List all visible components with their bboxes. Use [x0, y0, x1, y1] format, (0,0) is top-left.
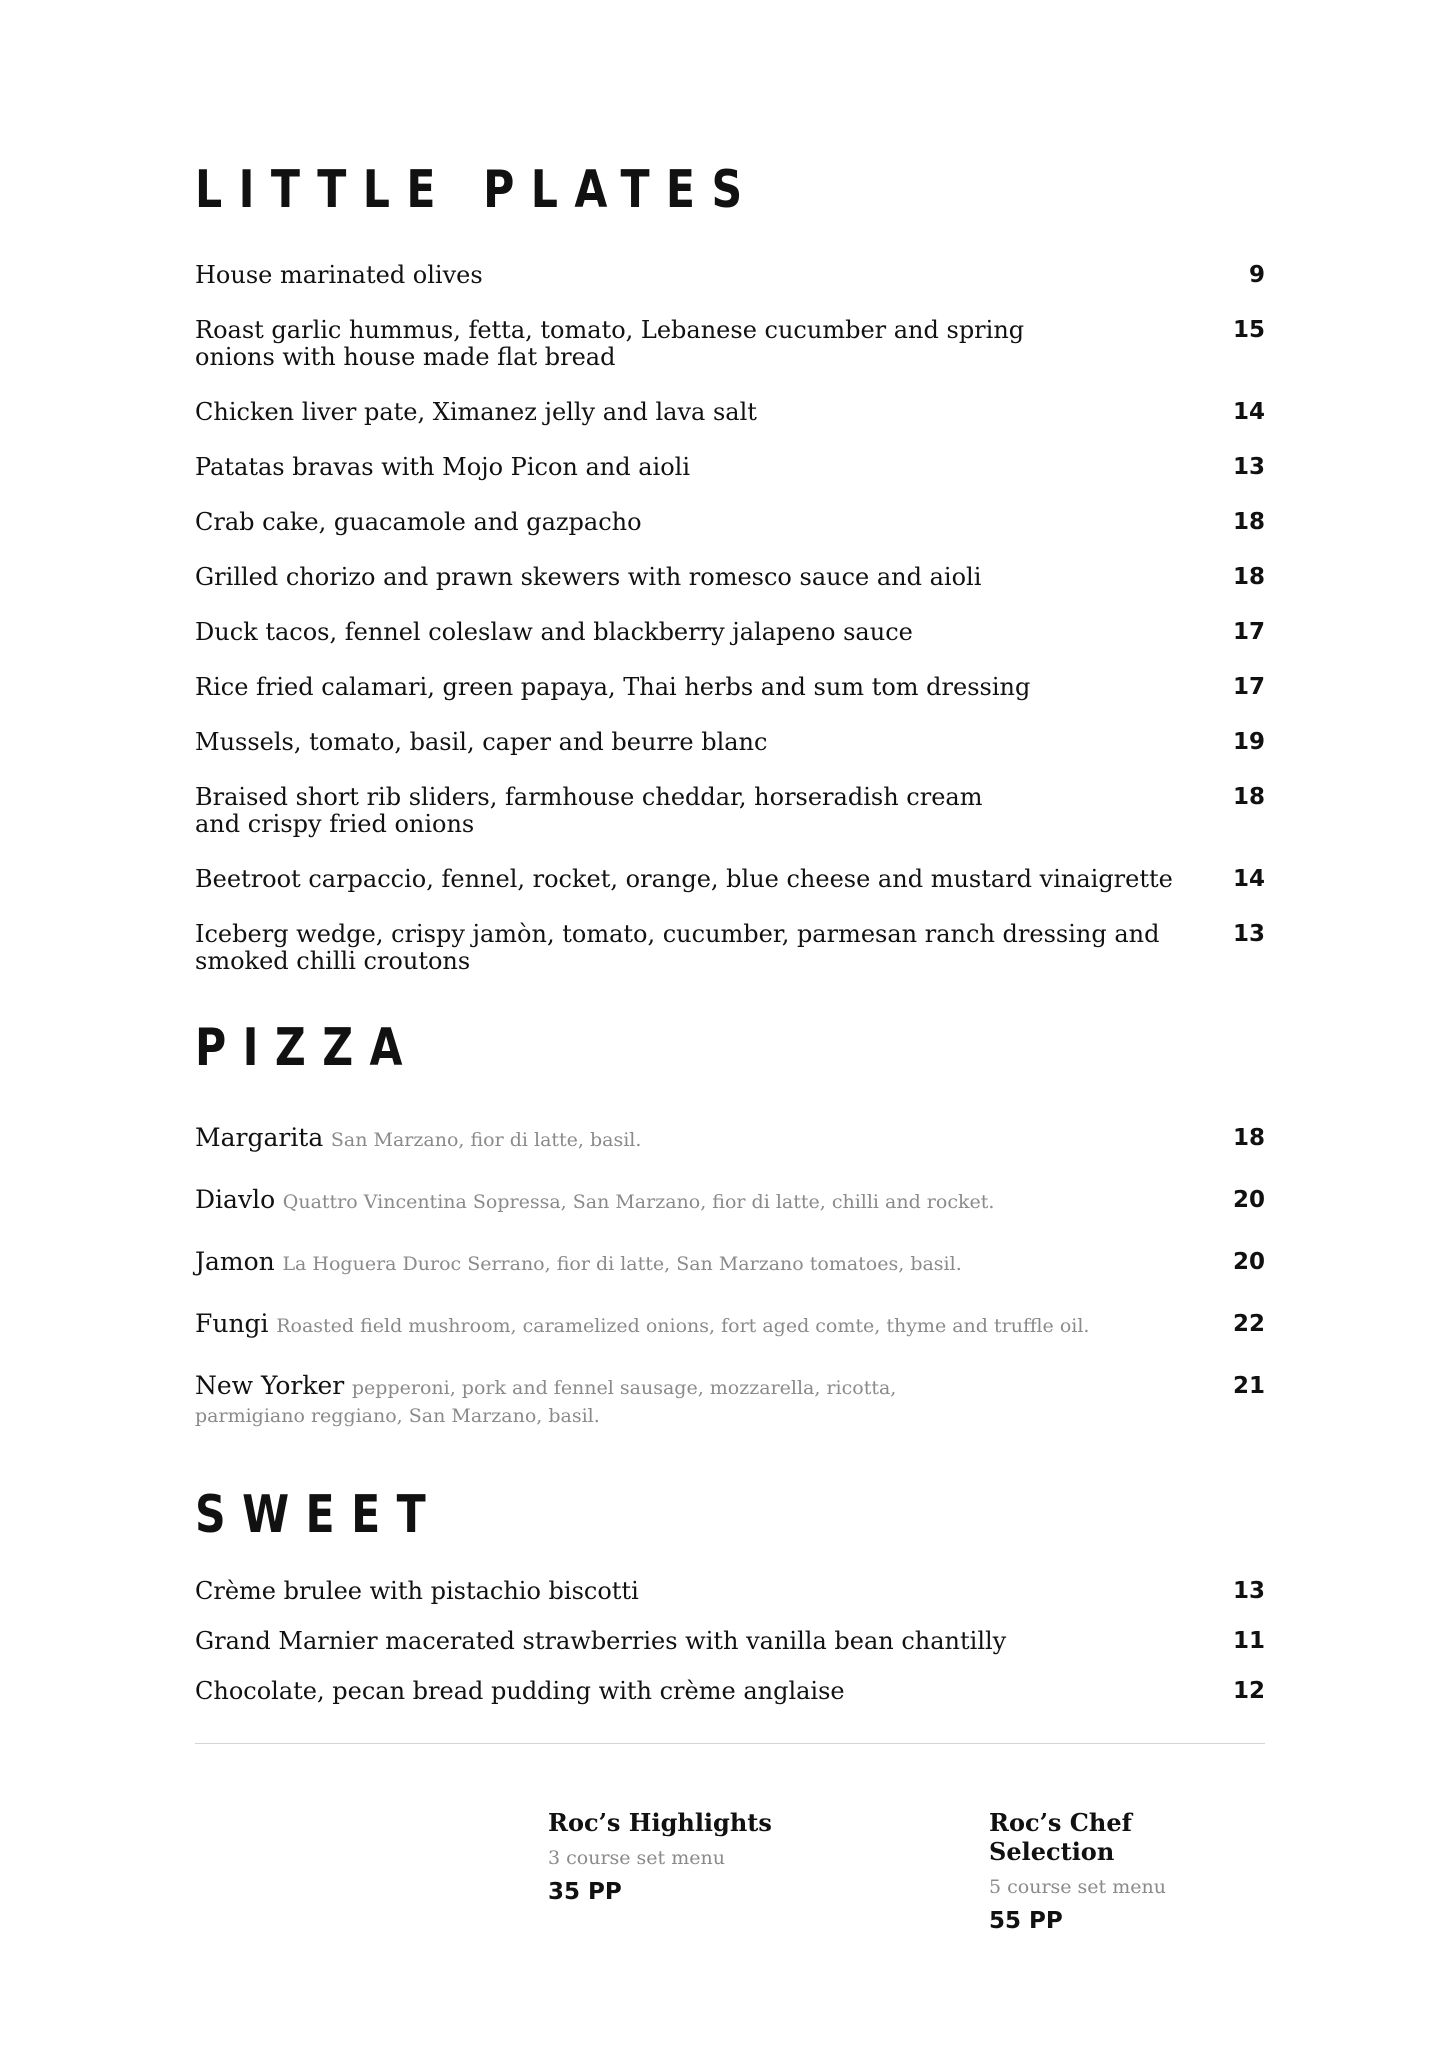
little-plates-list: [195, 262, 1265, 1003]
item-price: 17: [1232, 674, 1265, 700]
pizza-description: pepperoni, pork and fennel sausage, mozzarella, ricotta, parmigiano reggiano, San Marzano, basil.: [195, 1377, 897, 1427]
set-menu-description: 3 course set menu: [548, 1847, 725, 1869]
item-name: Grand Marnier macerated strawberries with vanilla bean chantilly: [195, 1627, 1007, 1655]
set-menu-price: 55 PP: [989, 1908, 1063, 1934]
item-price: 15: [1232, 317, 1265, 343]
item-price: 20: [1232, 1187, 1265, 1213]
pizza-description: La Hoguera Duroc Serrano, fior di latte, San Marzano tomatoes, basil.: [282, 1253, 962, 1275]
item-name: House marinated olives: [195, 261, 483, 289]
pizza-title: PIZZA: [195, 1018, 419, 1078]
list-item: [195, 454, 1265, 481]
list-item: [195, 1311, 1265, 1339]
item-price: 17: [1232, 619, 1265, 645]
list-item: [195, 564, 1265, 591]
item-text: [195, 1125, 641, 1153]
list-item: [195, 1187, 1265, 1215]
item-price: 20: [1232, 1249, 1265, 1275]
pizza-name: Margarita: [195, 1123, 324, 1152]
item-name: Patatas bravas with Mojo Picon and aioli: [195, 453, 691, 481]
item-name: Mussels, tomato, basil, caper and beurre blanc: [195, 728, 768, 756]
list-item: [195, 784, 1265, 838]
set-menu-price: 35 PP: [548, 1879, 622, 1905]
item-price: 11: [1232, 1628, 1265, 1654]
pizza-name: Jamon: [195, 1247, 275, 1276]
list-item: [195, 1578, 1265, 1605]
item-text: [195, 1311, 1089, 1339]
item-name: Chicken liver pate, Ximanez jelly and lava salt: [195, 398, 757, 426]
item-price: 18: [1232, 784, 1265, 810]
pizza-list: [195, 1125, 1265, 1463]
pizza-description: Roasted field mushroom, caramelized onions, fort aged comte, thyme and truffle oil.: [276, 1315, 1090, 1337]
set-menu-name: Roc’s Highlights: [548, 1808, 772, 1837]
list-item: [195, 674, 1265, 701]
list-item: [195, 317, 1265, 371]
item-name: Iceberg wedge, crispy jamòn, tomato, cucumber, parmesan ranch dressing and smoked chilli croutons: [195, 920, 1160, 975]
list-item: [195, 866, 1265, 893]
little-plates-title: LITTLE PLATES: [195, 160, 759, 220]
pizza-name: Diavlo: [195, 1185, 276, 1214]
item-price: 18: [1232, 509, 1265, 535]
list-item: [195, 619, 1265, 646]
item-name: Crème brulee with pistachio biscotti: [195, 1577, 639, 1605]
sweet-title: SWEET: [195, 1485, 443, 1545]
item-price: 19: [1232, 729, 1265, 755]
list-item: [195, 1249, 1265, 1277]
item-price: 14: [1232, 866, 1265, 892]
pizza-name: New Yorker: [195, 1371, 345, 1400]
item-name: Beetroot carpaccio, fennel, rocket, orange, blue cheese and mustard vinaigrette: [195, 865, 1173, 893]
item-text: [195, 1373, 955, 1429]
set-menu-highlights: [548, 1808, 772, 1905]
item-name: Crab cake, guacamole and gazpacho: [195, 508, 642, 536]
item-name: Chocolate, pecan bread pudding with crème anglaise: [195, 1677, 845, 1705]
list-item: [195, 1373, 1265, 1429]
list-item: [195, 399, 1265, 426]
list-item: [195, 1125, 1265, 1153]
item-price: 13: [1232, 454, 1265, 480]
list-item: [195, 921, 1265, 975]
item-price: 18: [1232, 564, 1265, 590]
pizza-description: Quattro Vincentina Sopressa, San Marzano, fior di latte, chilli and rocket.: [282, 1191, 995, 1213]
item-price: 18: [1232, 1125, 1265, 1151]
item-name: Duck tacos, fennel coleslaw and blackberry jalapeno sauce: [195, 618, 913, 646]
pizza-name: Fungi: [195, 1309, 269, 1338]
pizza-description: San Marzano, fior di latte, basil.: [330, 1129, 642, 1151]
item-price: 9: [1248, 262, 1265, 288]
item-price: 13: [1232, 921, 1265, 947]
set-menu-chef-selection: [989, 1808, 1265, 1934]
item-text: [195, 1249, 962, 1277]
list-item: [195, 1628, 1265, 1655]
item-price: 13: [1232, 1578, 1265, 1604]
list-item: [195, 262, 1265, 289]
list-item: [195, 509, 1265, 536]
set-menu-name: Roc’s Chef Selection: [989, 1808, 1132, 1866]
item-price: 21: [1232, 1373, 1265, 1399]
set-menu-description: 5 course set menu: [989, 1876, 1166, 1898]
item-name: Grilled chorizo and prawn skewers with romesco sauce and aioli: [195, 563, 982, 591]
list-item: [195, 1678, 1265, 1705]
item-text: [195, 1187, 994, 1215]
item-name: Braised short rib sliders, farmhouse cheddar, horseradish cream and crispy fried onions: [195, 783, 983, 838]
item-price: 14: [1232, 399, 1265, 425]
item-price: 12: [1232, 1678, 1265, 1704]
item-name: Rice fried calamari, green papaya, Thai herbs and sum tom dressing: [195, 673, 1031, 701]
item-name: Roast garlic hummus, fetta, tomato, Lebanese cucumber and spring onions with house made flat bread: [195, 316, 1025, 371]
item-price: 22: [1232, 1311, 1265, 1337]
section-divider: [195, 1743, 1265, 1744]
sweet-list: [195, 1578, 1265, 1728]
list-item: [195, 729, 1265, 756]
